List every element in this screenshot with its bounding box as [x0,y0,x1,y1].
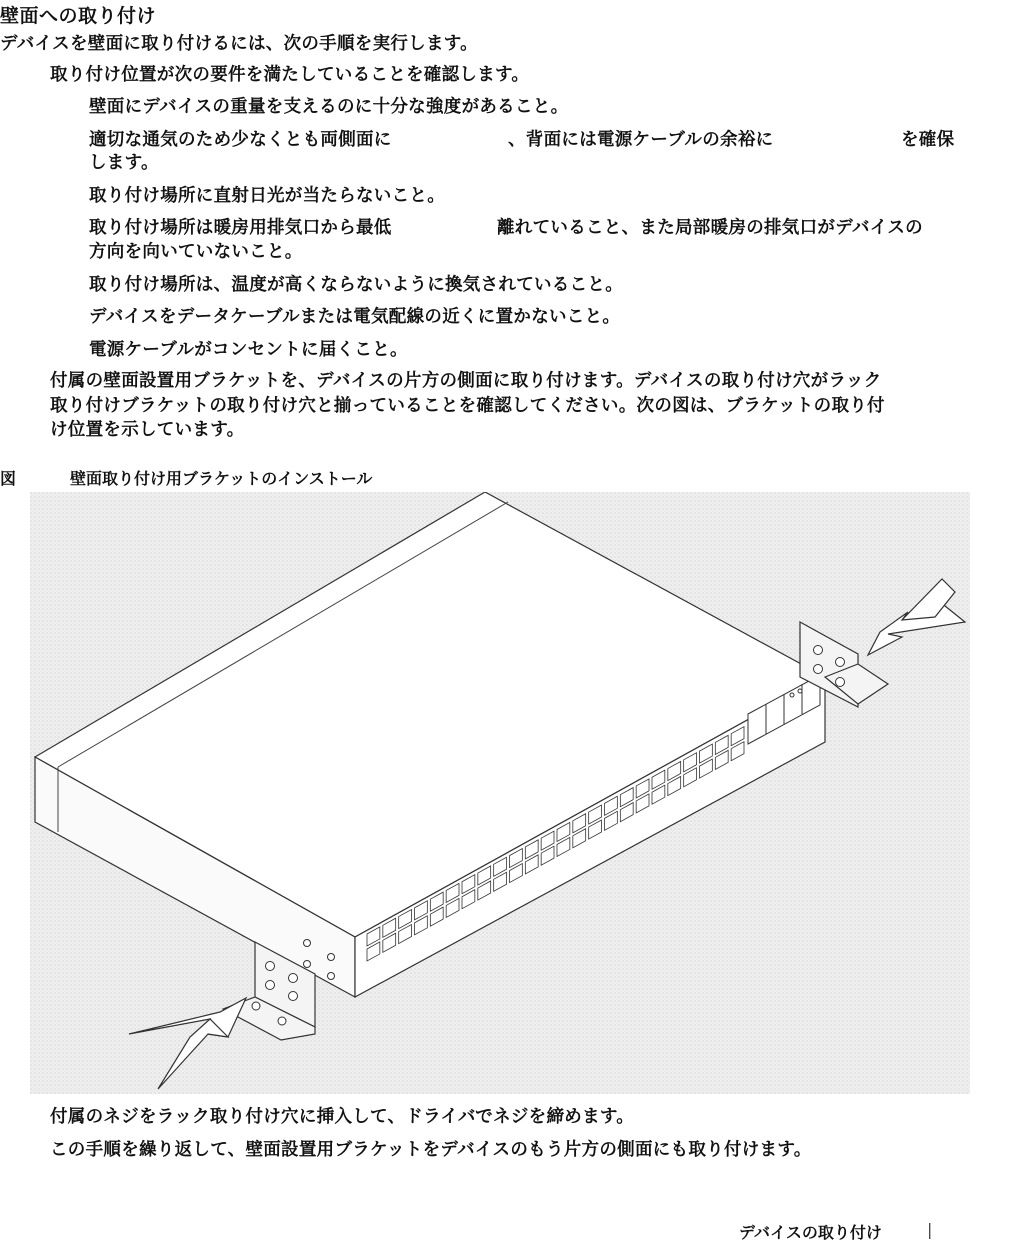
screw-hole [814,646,823,655]
requirement-strength: 壁面にデバイスの重量を支えるのに十分な強度があること。 [89,97,569,117]
screw-hole [278,1017,286,1025]
screw-hole [836,678,845,687]
footer-section-title: デバイスの取り付け [739,1223,882,1242]
screw-hole [814,665,823,674]
requirement-clearance-a: 適切な通気のため少なくとも両側面に [89,130,392,150]
figure-label: 図 [0,469,17,488]
requirement-clearance-d: します。 [89,153,159,173]
intro-text: デバイスを壁面に取り付けるには、次の手順を実行します。 [0,34,478,54]
requirement-sunlight: 取り付け場所に直射日光が当たらないこと。 [89,186,445,206]
figure-caption: 壁面取り付け用ブラケットのインストール [70,469,373,488]
step-2-line-3: け位置を示しています。 [50,420,245,440]
step-1-text: 取り付け位置が次の要件を満たしていることを確認します。 [50,65,530,85]
requirement-heat-a: 取り付け場所は暖房用排気口から最低 [89,218,392,238]
step-2-line-1: 付属の壁面設置用ブラケットを、デバイスの片方の側面に取り付けます。デバイスの取り付け穴がラック [50,371,882,391]
switch-bracket-illustration [30,492,970,1094]
step-3-text: 付属のネジをラック取り付け穴に挿入して、ドライバでネジを締めます。 [50,1107,635,1127]
requirement-clearance-b: 、背面には電源ケーブルの余裕に [508,130,774,150]
screw-hole [252,1002,260,1010]
step-2-line-2: 取り付けブラケットの取り付け穴と揃っていることを確認してください。次の図は、ブラケットの取り付 [50,396,885,416]
requirement-cables: デバイスをデータケーブルまたは電気配線の近くに置かないこと。 [89,307,621,327]
step-4-text: この手順を繰り返して、壁面設置用ブラケットをデバイスのもう片方の側面にも取り付けます。 [50,1140,812,1160]
page-title: 壁面への取り付け [0,5,157,27]
requirement-heat-c: 方向を向いていないこと。 [89,242,303,262]
screw-hole [836,658,845,667]
screw-hole [289,974,298,983]
requirement-heat-b: 離れていること、また局部暖房の排気口がデバイスの [497,218,923,238]
screw-hole [266,962,275,971]
screw-hole [289,992,298,1001]
screw-hole [266,981,275,990]
requirement-ventilation: 取り付け場所は、温度が高くならないように換気されていること。 [89,275,623,295]
footer-separator: | [927,1220,933,1239]
requirement-power: 電源ケーブルがコンセントに届くこと。 [89,340,408,360]
requirement-clearance-c: を確保 [901,130,955,150]
